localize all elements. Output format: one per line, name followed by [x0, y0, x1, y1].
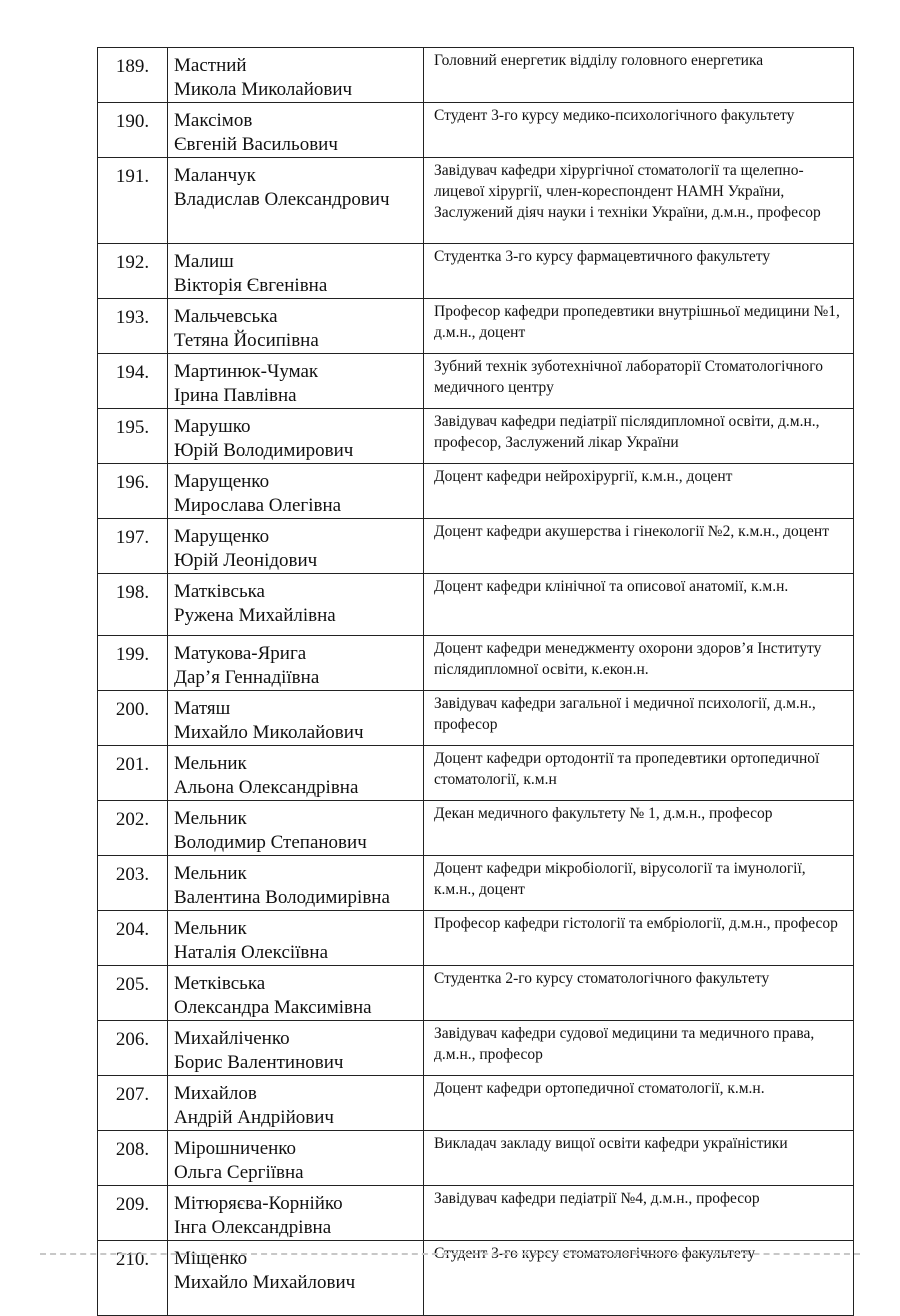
- person-name-cell: [168, 48, 424, 103]
- row-number: 205.: [98, 966, 168, 1021]
- position-cell: Студентка 2-го курсу стоматологічного факультету: [424, 966, 854, 1021]
- surname: Міщенко: [174, 1248, 248, 1269]
- position-cell: Завідувач кафедри загальної і медичної психології, д.м.н., професор: [424, 691, 854, 746]
- scan-artifact-line: [40, 1253, 860, 1255]
- table-row: [98, 103, 854, 158]
- given-names: Борис Валентинович: [174, 1052, 344, 1073]
- given-names: Альона Олександрівна: [174, 777, 359, 798]
- person-name-cell: [168, 354, 424, 409]
- given-names: Юрій Леонідович: [174, 550, 318, 571]
- given-names: Тетяна Йосипівна: [174, 330, 319, 351]
- row-number: 195.: [98, 409, 168, 464]
- surname: Мельник: [174, 808, 247, 829]
- surname: Марущенко: [174, 471, 270, 492]
- person-name-cell: [168, 464, 424, 519]
- table-row: [98, 911, 854, 966]
- surname: Мальчевська: [174, 306, 278, 327]
- given-names: Юрій Володимирович: [174, 440, 354, 461]
- row-number: 191.: [98, 158, 168, 244]
- person-name-cell: [168, 299, 424, 354]
- surname: Максімов: [174, 110, 253, 131]
- surname: Маланчук: [174, 165, 256, 186]
- row-number: 210.: [98, 1241, 168, 1316]
- position-cell: Викладач закладу вищої освіти кафедри україністики: [424, 1131, 854, 1186]
- row-number: 197.: [98, 519, 168, 574]
- row-number: 206.: [98, 1021, 168, 1076]
- given-names: Ірина Павлівна: [174, 385, 297, 406]
- table-row: [98, 464, 854, 519]
- surname: Матукова-Ярига: [174, 643, 307, 664]
- person-name-cell: [168, 636, 424, 691]
- surname: Малиш: [174, 251, 234, 272]
- table-row: [98, 1021, 854, 1076]
- surname: Мельник: [174, 863, 247, 884]
- position-cell: Доцент кафедри менеджменту охорони здоров’я Інституту післядипломної освіти, к.екон.н.: [424, 636, 854, 691]
- given-names: Дар’я Геннадіївна: [174, 667, 320, 688]
- position-cell: Головний енергетик відділу головного енергетика: [424, 48, 854, 103]
- surname: Михайліченко: [174, 1028, 290, 1049]
- roster-body: [98, 48, 854, 1316]
- table-row: [98, 636, 854, 691]
- row-number: 192.: [98, 244, 168, 299]
- position-cell: Доцент кафедри акушерства і гінекології №2, к.м.н., доцент: [424, 519, 854, 574]
- surname: Марушко: [174, 416, 251, 437]
- surname: Метківська: [174, 973, 266, 994]
- surname: Мітюряєва-Корнійко: [174, 1193, 343, 1214]
- table-row: [98, 354, 854, 409]
- person-name-cell: [168, 158, 424, 244]
- surname: Матківська: [174, 581, 265, 602]
- given-names: Володимир Степанович: [174, 832, 367, 853]
- person-name-cell: [168, 103, 424, 158]
- row-number: 193.: [98, 299, 168, 354]
- given-names: Микола Миколайович: [174, 79, 353, 100]
- person-name-cell: [168, 1186, 424, 1241]
- table-row: [98, 574, 854, 636]
- position-cell: Доцент кафедри нейрохірургії, к.м.н., доцент: [424, 464, 854, 519]
- row-number: 196.: [98, 464, 168, 519]
- given-names: Валентина Володимирівна: [174, 887, 390, 908]
- given-names: Євгеній Васильович: [174, 134, 338, 155]
- position-cell: Завідувач кафедри судової медицини та медичного права, д.м.н., професор: [424, 1021, 854, 1076]
- position-cell: Доцент кафедри клінічної та описової анатомії, к.м.н.: [424, 574, 854, 636]
- person-name-cell: [168, 244, 424, 299]
- table-row: [98, 1076, 854, 1131]
- table-row: [98, 691, 854, 746]
- row-number: 190.: [98, 103, 168, 158]
- table-row: [98, 519, 854, 574]
- table-row: [98, 299, 854, 354]
- surname: Марущенко: [174, 526, 270, 547]
- person-name-cell: [168, 691, 424, 746]
- position-cell: Завідувач кафедри педіатрії №4, д.м.н., професор: [424, 1186, 854, 1241]
- position-cell: Завідувач кафедри хірургічної стоматології та щелепно-лицевої хірургії, член-кореспондент НАМН України, Заслужений діяч науки і техніки України, д.м.н., професор: [424, 158, 854, 244]
- row-number: 201.: [98, 746, 168, 801]
- table-row: [98, 1131, 854, 1186]
- person-name-cell: [168, 1076, 424, 1131]
- person-name-cell: [168, 1241, 424, 1316]
- surname: Мастний: [174, 55, 247, 76]
- given-names: Вікторія Євгенівна: [174, 275, 328, 296]
- position-cell: Студент 3-го курсу медико-психологічного факультету: [424, 103, 854, 158]
- row-number: 208.: [98, 1131, 168, 1186]
- table-row: [98, 1186, 854, 1241]
- table-row: [98, 1241, 854, 1316]
- surname: Матяш: [174, 698, 231, 719]
- position-cell: Доцент кафедри мікробіології, вірусології та імунології, к.м.н., доцент: [424, 856, 854, 911]
- position-cell: Декан медичного факультету № 1, д.м.н., професор: [424, 801, 854, 856]
- surname: Михайлов: [174, 1083, 257, 1104]
- table-row: [98, 856, 854, 911]
- given-names: Мирослава Олегівна: [174, 495, 342, 516]
- position-cell: Доцент кафедри ортодонтії та пропедевтики ортопедичної стоматології, к.м.н: [424, 746, 854, 801]
- table-row: [98, 966, 854, 1021]
- row-number: 204.: [98, 911, 168, 966]
- position-cell: Доцент кафедри ортопедичної стоматології, к.м.н.: [424, 1076, 854, 1131]
- given-names: Михайло Михайлович: [174, 1272, 356, 1293]
- person-name-cell: [168, 856, 424, 911]
- position-cell: Зубний технік зуботехнічної лабораторії Стоматологічного медичного центру: [424, 354, 854, 409]
- table-row: [98, 48, 854, 103]
- table-row: [98, 244, 854, 299]
- given-names: Андрій Андрійович: [174, 1107, 334, 1128]
- given-names: Олександра Максимівна: [174, 997, 372, 1018]
- given-names: Наталія Олексіївна: [174, 942, 329, 963]
- person-name-cell: [168, 966, 424, 1021]
- row-number: 199.: [98, 636, 168, 691]
- row-number: 189.: [98, 48, 168, 103]
- position-cell: Завідувач кафедри педіатрії післядипломної освіти, д.м.н., професор, Заслужений лікар України: [424, 409, 854, 464]
- position-cell: Студент 3-го курсу стоматологічного факультету: [424, 1241, 854, 1316]
- position-cell: Професор кафедри гістології та ембріології, д.м.н., професор: [424, 911, 854, 966]
- person-name-cell: [168, 1131, 424, 1186]
- given-names: Ольга Сергіївна: [174, 1162, 304, 1183]
- surname: Мельник: [174, 753, 247, 774]
- row-number: 202.: [98, 801, 168, 856]
- row-number: 198.: [98, 574, 168, 636]
- person-name-cell: [168, 409, 424, 464]
- person-name-cell: [168, 911, 424, 966]
- table-row: [98, 158, 854, 244]
- table-row: [98, 409, 854, 464]
- given-names: Інга Олександрівна: [174, 1217, 332, 1238]
- row-number: 207.: [98, 1076, 168, 1131]
- staff-roster-table: [97, 47, 854, 1316]
- row-number: 209.: [98, 1186, 168, 1241]
- person-name-cell: [168, 746, 424, 801]
- table-row: [98, 801, 854, 856]
- row-number: 194.: [98, 354, 168, 409]
- given-names: Михайло Миколайович: [174, 722, 364, 743]
- person-name-cell: [168, 519, 424, 574]
- person-name-cell: [168, 1021, 424, 1076]
- given-names: Владислав Олександрович: [174, 189, 390, 210]
- row-number: 200.: [98, 691, 168, 746]
- table-row: [98, 746, 854, 801]
- surname: Мартинюк-Чумак: [174, 361, 319, 382]
- surname: Мельник: [174, 918, 247, 939]
- row-number: 203.: [98, 856, 168, 911]
- given-names: Ружена Михайлівна: [174, 605, 336, 626]
- person-name-cell: [168, 801, 424, 856]
- position-cell: Студентка 3-го курсу фармацевтичного факультету: [424, 244, 854, 299]
- person-name-cell: [168, 574, 424, 636]
- surname: Мірошниченко: [174, 1138, 297, 1159]
- position-cell: Професор кафедри пропедевтики внутрішньої медицини №1, д.м.н., доцент: [424, 299, 854, 354]
